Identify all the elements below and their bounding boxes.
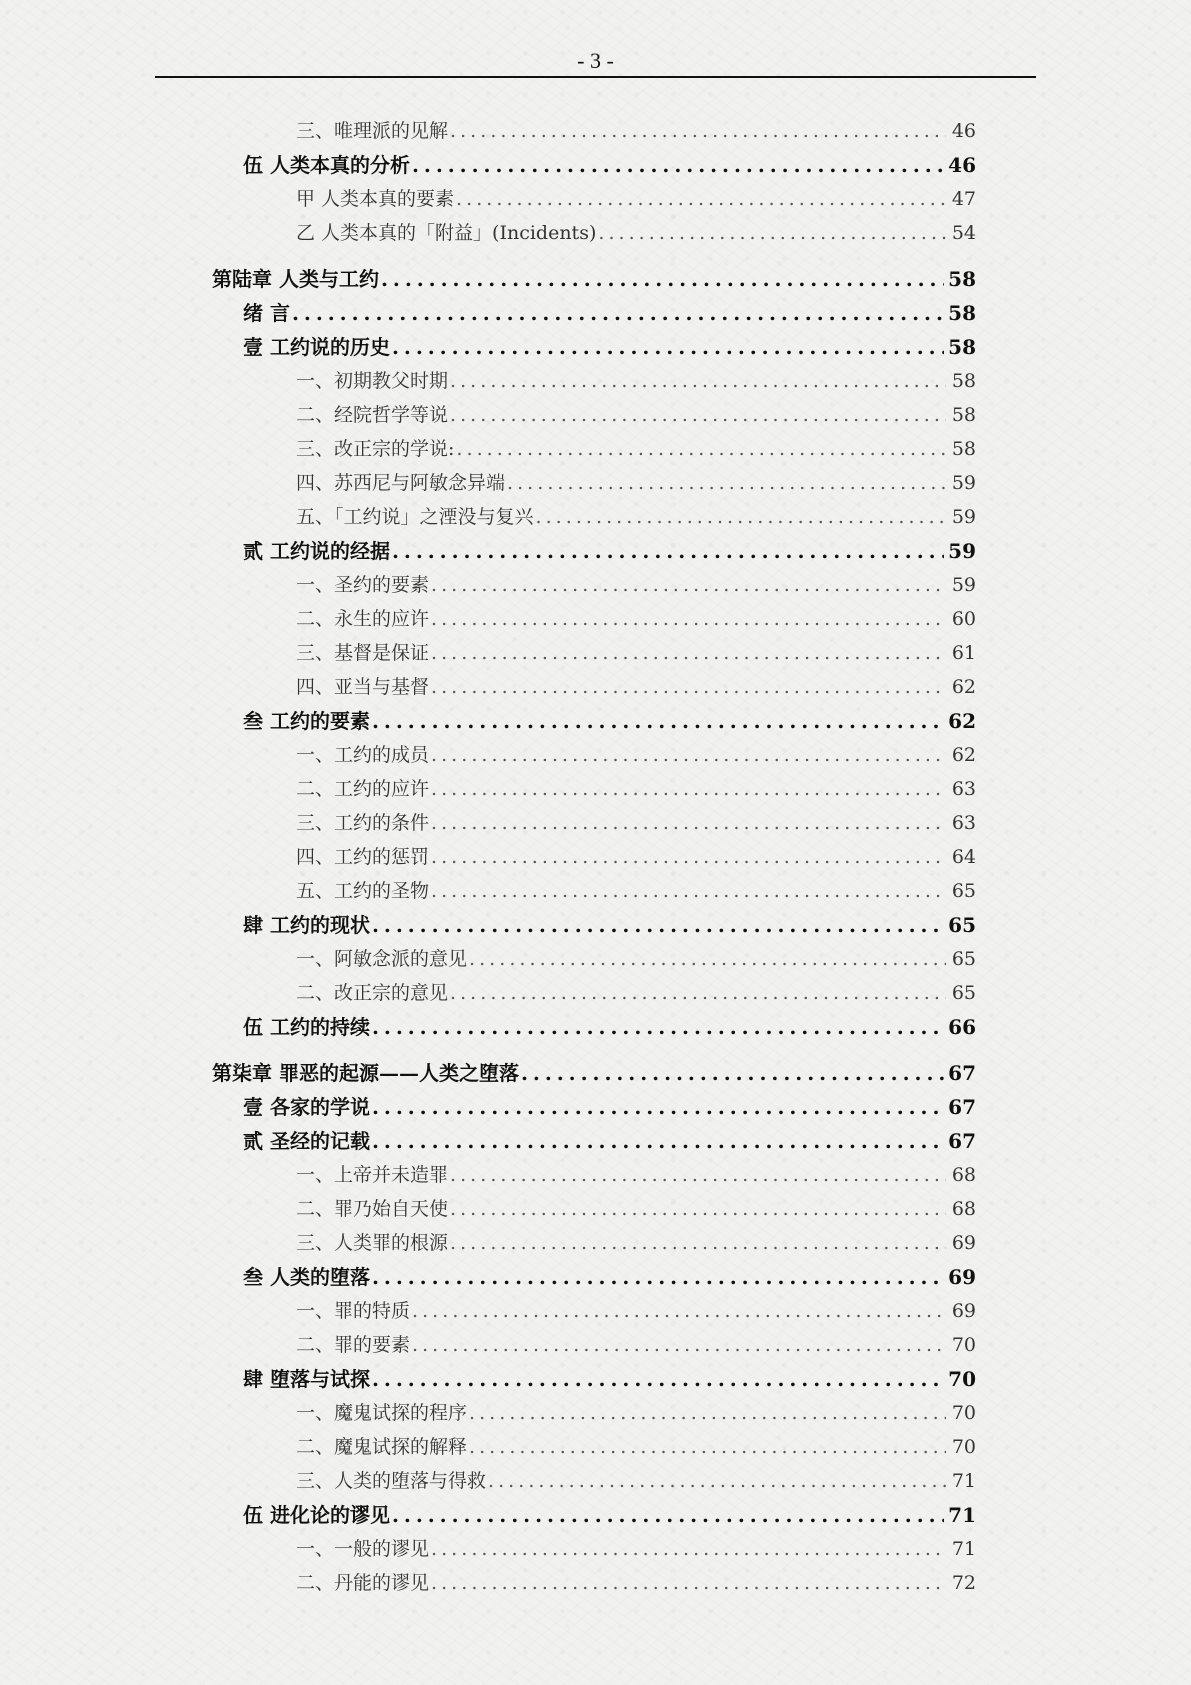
toc-entry	[296, 840, 976, 874]
toc-entry-page-number: 63	[951, 812, 976, 834]
toc-entry	[243, 1260, 976, 1294]
toc-entry-page-number: 63	[951, 778, 976, 800]
dot-leader	[381, 262, 944, 296]
toc-entry	[296, 466, 976, 500]
toc-entry-page-number: 59	[951, 574, 976, 596]
toc-entry-page-number: 58	[951, 404, 976, 426]
toc-entry	[243, 1498, 976, 1532]
toc-entry-page-number: 70	[951, 1334, 976, 1356]
dot-leader	[431, 1566, 946, 1600]
toc-entry-page-number: 60	[951, 608, 976, 630]
dot-leader	[431, 874, 946, 908]
toc-entry-title: 壹 各家的学说	[243, 1095, 370, 1119]
toc-entry-title: 二、改正宗的意见	[296, 982, 449, 1004]
toc-entry	[296, 1328, 976, 1362]
dot-leader	[412, 148, 944, 182]
toc-entry-title: 二、永生的应许	[296, 608, 430, 630]
toc-entry-title: 伍 人类本真的分析	[243, 153, 410, 177]
toc-entry-page-number: 65	[951, 948, 976, 970]
toc-entry-page-number: 59	[948, 539, 976, 563]
toc-entry-page-number: 58	[948, 301, 976, 325]
dot-leader	[372, 1010, 944, 1044]
toc-entry	[243, 908, 976, 942]
toc-entry	[296, 432, 976, 466]
dot-leader	[412, 1294, 946, 1328]
toc-entry-title: 甲 人类本真的要素	[296, 188, 455, 210]
toc-entry-page-number: 70	[951, 1436, 976, 1458]
toc-entry	[296, 1430, 976, 1464]
dot-leader	[431, 670, 946, 704]
dot-leader	[292, 296, 944, 330]
toc-entry-title: 三、人类的堕落与得救	[296, 1470, 487, 1492]
toc-entry-title: 叁 工约的要素	[243, 709, 370, 733]
toc-entry-title: 一、魔鬼试探的程序	[296, 1402, 468, 1424]
toc-entry-page-number: 70	[948, 1367, 976, 1391]
toc-entry-title: 三、人类罪的根源	[296, 1232, 449, 1254]
toc-entry	[296, 398, 976, 432]
toc-entry-title: 壹 工约说的历史	[243, 335, 390, 359]
dot-leader	[488, 1464, 946, 1498]
toc-entry-page-number: 47	[951, 188, 976, 210]
toc-entry-page-number: 68	[951, 1164, 976, 1186]
toc-entry	[296, 1566, 976, 1600]
toc-entry-title: 三、基督是保证	[296, 642, 430, 664]
dot-leader	[431, 840, 946, 874]
toc-entry	[296, 1294, 976, 1328]
toc-entry-page-number: 58	[951, 370, 976, 392]
toc-entry	[296, 1396, 976, 1430]
dot-leader	[507, 466, 946, 500]
toc-entry	[296, 114, 976, 148]
toc-entry-title: 二、丹能的谬见	[296, 1572, 430, 1594]
toc-entry-title: 一、初期教父时期	[296, 370, 449, 392]
dot-leader	[392, 1498, 944, 1532]
toc-entry-page-number: 62	[948, 709, 976, 733]
page-number: - 3 -	[577, 48, 614, 73]
toc-entry-page-number: 67	[948, 1129, 976, 1153]
toc-entry-title: 五、工约的圣物	[296, 880, 430, 902]
toc-entry-title: 一、上帝并未造罪	[296, 1164, 449, 1186]
toc-entry	[296, 182, 976, 216]
toc-entry-page-number: 71	[948, 1503, 976, 1527]
toc-entry	[296, 1532, 976, 1566]
dot-leader	[536, 500, 946, 534]
dot-leader	[450, 976, 946, 1010]
toc-entry	[243, 296, 976, 330]
toc-entry	[296, 806, 976, 840]
dot-leader	[431, 636, 946, 670]
toc-entry-page-number: 46	[951, 120, 976, 142]
toc-entry	[243, 704, 976, 738]
dot-leader	[392, 534, 944, 568]
toc-entry	[296, 874, 976, 908]
dot-leader	[372, 1124, 944, 1158]
dot-leader	[469, 1396, 946, 1430]
toc-entry	[212, 1056, 976, 1090]
toc-entry	[296, 772, 976, 806]
toc-entry-page-number: 54	[951, 222, 976, 244]
toc-entry-page-number: 69	[951, 1232, 976, 1254]
toc-entry-title: 二、罪乃始自天使	[296, 1198, 449, 1220]
toc-entry-title: 一、一般的谬见	[296, 1538, 430, 1560]
dot-leader	[372, 1260, 944, 1294]
toc-entry	[243, 330, 976, 364]
dot-leader	[456, 432, 946, 466]
dot-leader	[450, 1226, 946, 1260]
toc-entry	[296, 500, 976, 534]
toc-entry-page-number: 69	[948, 1265, 976, 1289]
toc-entry	[243, 1124, 976, 1158]
toc-entry-page-number: 65	[948, 913, 976, 937]
dot-leader	[598, 216, 946, 250]
toc-entry-page-number: 68	[951, 1198, 976, 1220]
toc-entry-title: 伍 进化论的谬见	[243, 1503, 390, 1527]
toc-entry	[243, 1010, 976, 1044]
toc-entry-page-number: 58	[948, 267, 976, 291]
toc-entry	[243, 1090, 976, 1124]
toc-entry-title: 三、改正宗的学说:	[296, 438, 455, 460]
toc-entry-title: 二、工约的应许	[296, 778, 430, 800]
toc-entry	[296, 976, 976, 1010]
dot-leader	[392, 330, 944, 364]
toc-entry-page-number: 46	[948, 153, 976, 177]
toc-entry	[296, 216, 976, 250]
dot-leader	[431, 806, 946, 840]
toc-entry-page-number: 69	[951, 1300, 976, 1322]
toc-entry-page-number: 66	[948, 1015, 976, 1039]
toc-entry-page-number: 70	[951, 1402, 976, 1424]
toc-entry-page-number: 65	[951, 982, 976, 1004]
toc-entry-page-number: 64	[951, 846, 976, 868]
toc-entry-page-number: 59	[951, 506, 976, 528]
dot-leader	[431, 772, 946, 806]
toc-entry-page-number: 59	[951, 472, 976, 494]
toc-entry-title: 乙 人类本真的「附益」(Incidents)	[296, 222, 597, 244]
dot-leader	[372, 704, 944, 738]
toc-entry-title: 一、罪的特质	[296, 1300, 411, 1322]
toc-entry-title: 肆 工约的现状	[243, 913, 370, 937]
toc-entry-title: 伍 工约的持续	[243, 1015, 370, 1039]
toc-entry-title: 绪 言	[243, 301, 290, 325]
toc-entry-page-number: 58	[948, 335, 976, 359]
toc-entry-title: 二、魔鬼试探的解释	[296, 1436, 468, 1458]
toc-entry	[296, 602, 976, 636]
toc-entry-title: 叁 人类的堕落	[243, 1265, 370, 1289]
dot-leader	[450, 364, 946, 398]
dot-leader	[412, 1328, 946, 1362]
toc-entry-title: 二、罪的要素	[296, 1334, 411, 1356]
toc-entry	[243, 534, 976, 568]
toc-entry	[296, 1464, 976, 1498]
toc-entry-page-number: 62	[951, 676, 976, 698]
toc-entry-page-number: 65	[951, 880, 976, 902]
toc-entry-page-number: 62	[951, 744, 976, 766]
toc-entry-title: 三、唯理派的见解	[296, 120, 449, 142]
dot-leader	[469, 1430, 946, 1464]
toc-entry-title: 贰 圣经的记载	[243, 1129, 370, 1153]
dot-leader	[431, 568, 946, 602]
toc-entry-page-number: 72	[951, 1572, 976, 1594]
toc-entry-title: 一、圣约的要素	[296, 574, 430, 596]
toc-entry-page-number: 67	[948, 1095, 976, 1119]
dot-leader	[469, 942, 946, 976]
toc-entry-page-number: 71	[951, 1538, 976, 1560]
dot-leader	[431, 1532, 946, 1566]
dot-leader	[372, 908, 944, 942]
toc-entry-page-number: 71	[951, 1470, 976, 1492]
toc-entry-title: 四、苏西尼与阿敏念异端	[296, 472, 506, 494]
dot-leader	[450, 1192, 946, 1226]
dot-leader	[450, 1158, 946, 1192]
toc-entry	[296, 670, 976, 704]
toc-entry-title: 第柒章 罪恶的起源——人类之堕落	[212, 1061, 519, 1085]
toc-entry	[296, 636, 976, 670]
toc-entry-title: 三、工约的条件	[296, 812, 430, 834]
toc-entry	[296, 364, 976, 398]
toc-entry	[296, 1226, 976, 1260]
toc-entry	[212, 262, 976, 296]
toc-entry	[296, 568, 976, 602]
toc-entry-title: 二、经院哲学等说	[296, 404, 449, 426]
dot-leader	[456, 182, 946, 216]
dot-leader	[431, 602, 946, 636]
toc-entry-title: 第陆章 人类与工约	[212, 267, 379, 291]
dot-leader	[372, 1090, 944, 1124]
toc-entry-title: 肆 堕落与试探	[243, 1367, 370, 1391]
toc-entry-title: 四、亚当与基督	[296, 676, 430, 698]
toc-entry-page-number: 58	[951, 438, 976, 460]
toc-entry	[243, 148, 976, 182]
toc-entry-title: 五、「工约说」之湮没与复兴	[296, 506, 534, 528]
toc-entry-title: 一、阿敏念派的意见	[296, 948, 468, 970]
dot-leader	[372, 1362, 944, 1396]
toc-entry	[243, 1362, 976, 1396]
toc-entry-title: 一、工约的成员	[296, 744, 430, 766]
dot-leader	[521, 1056, 944, 1090]
toc-entry-title: 四、工约的惩罚	[296, 846, 430, 868]
dot-leader	[450, 398, 946, 432]
dot-leader	[431, 738, 946, 772]
toc-entry	[296, 1192, 976, 1226]
toc-entry	[296, 738, 976, 772]
dot-leader	[450, 114, 946, 148]
toc-entry-page-number: 61	[951, 642, 976, 664]
toc-entry-title: 贰 工约说的经据	[243, 539, 390, 563]
toc-entry-page-number: 67	[948, 1061, 976, 1085]
toc-entry	[296, 1158, 976, 1192]
toc-entry	[296, 942, 976, 976]
